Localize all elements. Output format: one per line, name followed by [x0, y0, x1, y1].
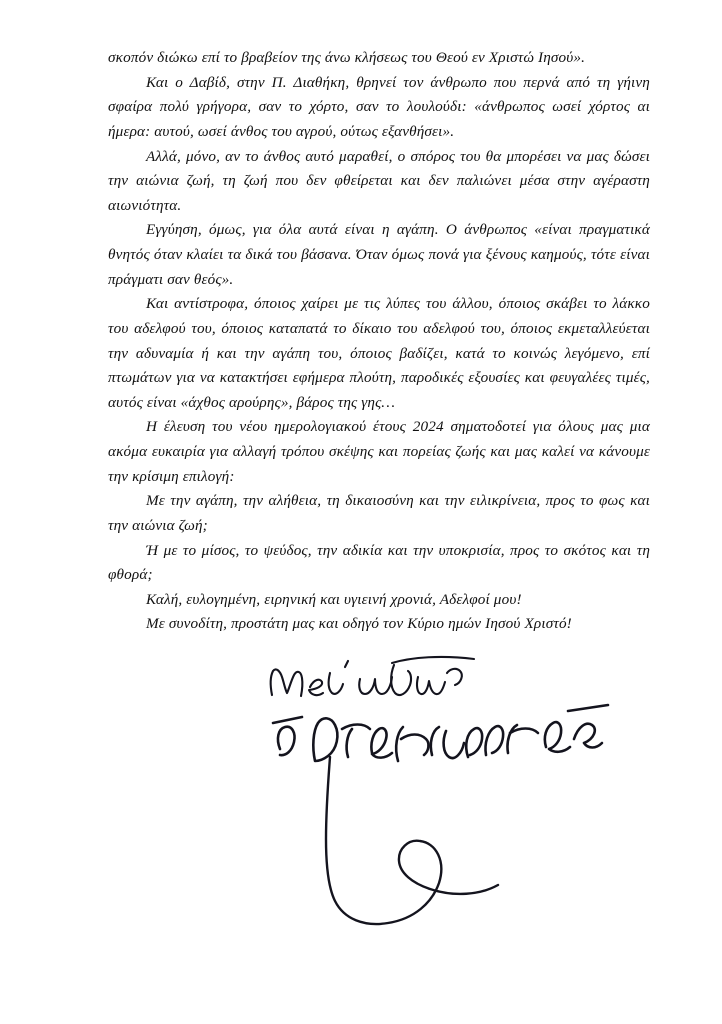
paragraph: Και ο Δαβίδ, στην Π. Διαθήκη, θρηνεί τον άνθρωπο που περνά από τη γήινη σφαίρα πολύ γρήγορα, σαν το χόρτο, σαν το λουλούδι: «άνθρωπος ωσεί χόρτος αι ήμερα: αυτού, ωσεί άνθος του αγρού, ούτως εξανθήσει».: [108, 73, 650, 140]
paragraph: Καλή, ευλογημένη, ειρηνική και υγιεινή χρονιά, Αδελφοί μου!: [146, 590, 522, 608]
signature-icon: [102, 643, 622, 943]
signature-flourish-strokes: [326, 757, 498, 924]
document-body: [108, 46, 650, 637]
paragraph: Εγγύηση, όμως, για όλα αυτά είναι η αγάπη. Ο άνθρωπος «είναι πραγματικά θνητός όταν κλαίει τα δικά του βάσανα. Όταν όμως πονά για ξένους καημούς, τότε είναι πράγματι σαν θεός».: [108, 221, 650, 288]
paragraph: Η έλευση του νέου ημερολογιακού έτους 2024 σηματοδοτεί για όλους μας μια ακόμα ευκαιρία για αλλαγή τρόπου σκέψης και πορείας ζωής και μας καλεί να κάνουμε την κρίσιμη επιλογή:: [108, 418, 650, 485]
paragraph: σκοπόν διώκω επί το βραβείον της άνω κλήσεως του Θεού εν Χριστώ Ιησού».: [108, 49, 586, 66]
paragraph: Αλλά, μόνο, αν το άνθος αυτό μαραθεί, ο σπόρος του θα μπορέσει να μας δώσει την αιώνια ζωή, τη ζωή που δεν φθείρεται και δεν παλιώνει μέσα στην αγέραστη αιωνιότητα.: [108, 147, 650, 214]
paragraph: Με συνοδίτη, προστάτη μας και οδηγό τον Κύριο ημών Ιησού Χριστό!: [146, 615, 572, 633]
paragraph: Ή με το μίσος, το ψεύδος, την αδικία και την υποκρισία, προς το σκότος και τη φθορά;: [108, 541, 650, 584]
signature-line-one-strokes: [271, 657, 474, 696]
signature-line-two-strokes: [273, 705, 608, 761]
handwritten-signature: [108, 643, 650, 943]
paragraph: Και αντίστροφα, όποιος χαίρει με τις λύπες του άλλου, όποιος σκάβει το λάκκο του αδελφού του, όποιος καταπατά το δίκαιο του αδελφού του, όποιος εκμεταλλεύεται την αδυναμία ή και την αγάπη του, όποιος βαδίζει, κατά το κοινώς λεγόμενο, επί πτωμάτων για να κατακτήσει εφήμερα πλούτη, παροδικές εξουσίες και φευγαλέες τιμές, αυτός είναι «άχθος αρούρης», βάρος της γης…: [108, 295, 650, 411]
paragraph: Με την αγάπη, την αλήθεια, τη δικαιοσύνη και την ειλικρίνεια, προς το φως και την αιώνια ζωή;: [108, 492, 650, 534]
